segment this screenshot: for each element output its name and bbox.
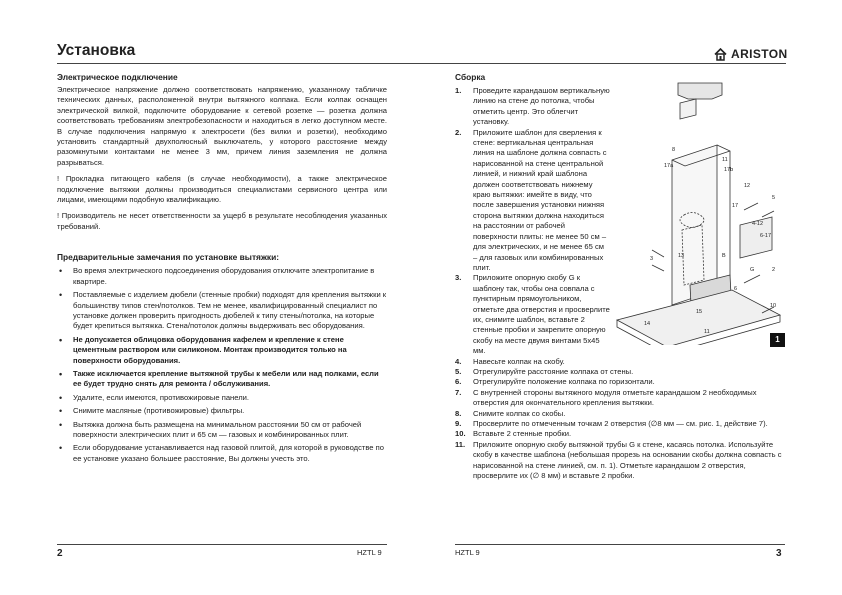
step-item — [455, 377, 785, 387]
figure-label: B — [722, 253, 726, 259]
step-number: 6. — [455, 377, 462, 387]
warning-paragraph-2: ! Производитель не несет ответственности за ущерб в результате несоблюдения указанных требований. — [57, 211, 387, 231]
step-item — [455, 409, 785, 419]
step-text: Просверлите по отмеченным точкам 2 отверстия (∅8 мм — см. рис. 1, действие 7). — [473, 419, 768, 428]
step-text: С внутренней стороны вытяжного модуля отметьте карандашом 2 необходимых отверстия для окончательного крепления вытяжки. — [473, 387, 757, 408]
figure-label: 15 — [696, 309, 703, 315]
page-number-left: 2 — [57, 548, 63, 559]
step-text: Навесьте колпак на скобу. — [473, 356, 565, 366]
list-item: • Удалите, если имеются, противожировые панели. — [57, 393, 387, 403]
list-item: • Во время электрического подсоединения оборудования отключите электропитание в квартире. — [57, 266, 387, 287]
figure-label: 11 — [704, 329, 710, 335]
page-title: Установка — [57, 42, 136, 59]
figure-number-badge: 1 — [770, 333, 785, 347]
list-item: • Не допускается облицовка оборудования кафелем и крепление к стене цементным раствором или силиконом. Монтаж производится только на поверхности оборудования. — [57, 335, 387, 366]
figure-label: 2 — [772, 267, 776, 273]
step-item — [455, 357, 610, 367]
assembly-steps-wide — [455, 367, 785, 481]
figure-label: 10 — [770, 303, 777, 309]
prelim-list — [57, 266, 387, 464]
step-text: Приложите опорную скобу G к шаблону так, чтобы она совпала с пунктирным прямоугольником, отметьте два отверстия и просверлите их, снимите шаблон, вставьте 2 стенные пробки и закрепите опорную скобу на месте двумя винтами 5x45 мм. — [473, 273, 610, 356]
section-heading-assembly: Сборка — [455, 72, 486, 82]
header-rule — [57, 63, 786, 64]
figure-label: 13 — [678, 253, 685, 259]
list-item: • Снимите масляные (противожировые) фильтры. — [57, 406, 387, 416]
hood-assembly-figure — [612, 75, 787, 345]
figure-label: 17a — [664, 163, 674, 169]
brand-logo — [714, 47, 788, 61]
footer-rule-right — [455, 544, 785, 545]
figure-label: G — [750, 267, 755, 273]
electrical-paragraph: Электрическое напряжение должно соответствовать напряжению, указанному табличке технических данных, расположенной внутри вытяжного колпака. Если колпак оснащен электрической вилкой, подключите оборудование к сетевой розетке — розетка должна соответствовать требованиям электробезопасности и находиться в легко доступном месте. В случае подключения напрямую к электросети (без вилки и розетки), необходимо установить стандартный двухполюсный выключатель, у которого расстояние между разомкнутыми контактами не менее 3 мм, причем линия заземления не должна разрываться. — [57, 85, 387, 167]
figure-label: 17b — [724, 167, 734, 173]
figure-label: 14 — [644, 321, 651, 327]
figure-label: 5 — [772, 195, 776, 201]
figure-label: 11 — [722, 157, 728, 163]
step-item — [455, 273, 610, 356]
step-text: Отрегулируйте расстояние колпака от стены. — [473, 366, 634, 376]
model-left: HZTL 9 — [357, 548, 382, 557]
step-item — [455, 86, 610, 128]
figure-label: 8 — [672, 147, 676, 153]
list-item: • Если оборудование устанавливается над газовой плитой, для которой в руководстве по ее установке указано большее расстояние, Вы должны учесть это. — [57, 443, 387, 464]
figure-label: 6-17 — [760, 233, 772, 239]
step-text: Приложите опорную скобу вытяжной трубы G к стене, касаясь потолка. Используйте скобу в качестве шаблона (небольшая прорезь на основании скобы должна совпасть с нарисованной на стене линией, см. п. 1). Отметьте карандашом 2 отверстия, просверлите их (∅ 8 мм) и вставьте 2 пробки. — [473, 439, 782, 481]
step-number: 11. — [455, 439, 466, 449]
list-item: • Поставляемые с изделием дюбели (стенные пробки) подходят для крепления вытяжки к большинству типов стен/потолков. Тем не менее, квалифицированный специалист по установке должен проверить пригодность дюбелей к типу стены/потолка, на которые будет крепиться вытяжка. Стена/потолок должны выдерживать вес оборудования. — [57, 290, 387, 332]
step-number: 5. — [455, 366, 462, 376]
step-item — [455, 367, 785, 377]
step-number: 4. — [455, 356, 462, 366]
figure-label: 4-12 — [752, 221, 764, 227]
model-right: HZTL 9 — [455, 548, 480, 557]
step-number: 1. — [455, 86, 462, 95]
step-number: 8. — [455, 408, 462, 418]
left-column — [57, 72, 387, 467]
figure-label: 17 — [732, 203, 739, 209]
section-heading-electrical: Электрическое подключение — [57, 72, 178, 82]
figure-label: 12 — [744, 183, 751, 189]
page-number-right: 3 — [776, 548, 782, 559]
footer-rule-left — [57, 544, 387, 545]
step-text: Отрегулируйте положение колпака по горизонтали. — [473, 377, 655, 387]
assembly-steps-narrow — [455, 86, 610, 367]
step-number: 9. — [455, 419, 462, 428]
step-item — [455, 128, 610, 274]
step-number: 2. — [455, 127, 462, 137]
step-text: Приложите шаблон для сверления к стене: вертикальная центральная линия на шаблоне должна совпасть с нарисованной на стене центральной линией, и нижний край шаблона должен соответствовать нижнему краю вытяжки: имейте в виду, что после завершения установки нижняя сторона вытяжки должна находиться на расстоянии от рабочей поверхности плиты: не менее 50 см – для электрических, и не менее 65 см – для газовых или комбинированных плит. — [473, 127, 607, 272]
step-number: 10. — [455, 429, 466, 439]
step-item — [455, 440, 785, 482]
step-number: 3. — [455, 273, 462, 283]
brand-name: ARISTON — [731, 47, 788, 61]
step-text: Вставьте 2 стенные пробки. — [473, 429, 572, 439]
warning-paragraph-1: ! Прокладка питающего кабеля (в случае необходимости), а также электрическое подключение вытяжки должны производиться специалистами сервисного центра или лицами, имеющими подобную квалификацию. — [57, 174, 387, 205]
step-number: 7. — [455, 387, 462, 397]
figure-label: 3 — [650, 256, 654, 262]
step-item — [455, 429, 785, 439]
step-text: Снимите колпак со скобы. — [473, 408, 566, 418]
list-item: • Также исключается крепление вытяжной трубы к мебели или над полками, если ее будет трудно снять для ремонта / обслуживания. — [57, 369, 387, 390]
list-item: • Вытяжка должна быть размещена на минимальном расстоянии 50 см от рабочей поверхности электрических плит и 65 см — газовых и комбинированных плит. — [57, 420, 387, 441]
step-item — [455, 388, 785, 409]
section-heading-prelim: Предварительные замечания по установке вытяжки: — [57, 252, 280, 263]
figure-label: 6 — [734, 286, 738, 292]
step-item — [455, 419, 785, 429]
ariston-house-icon — [714, 48, 727, 61]
step-text: Проведите карандашом вертикальную линию на стене до потолка, чтобы отметить центр. Это облегчит установку. — [473, 86, 610, 127]
